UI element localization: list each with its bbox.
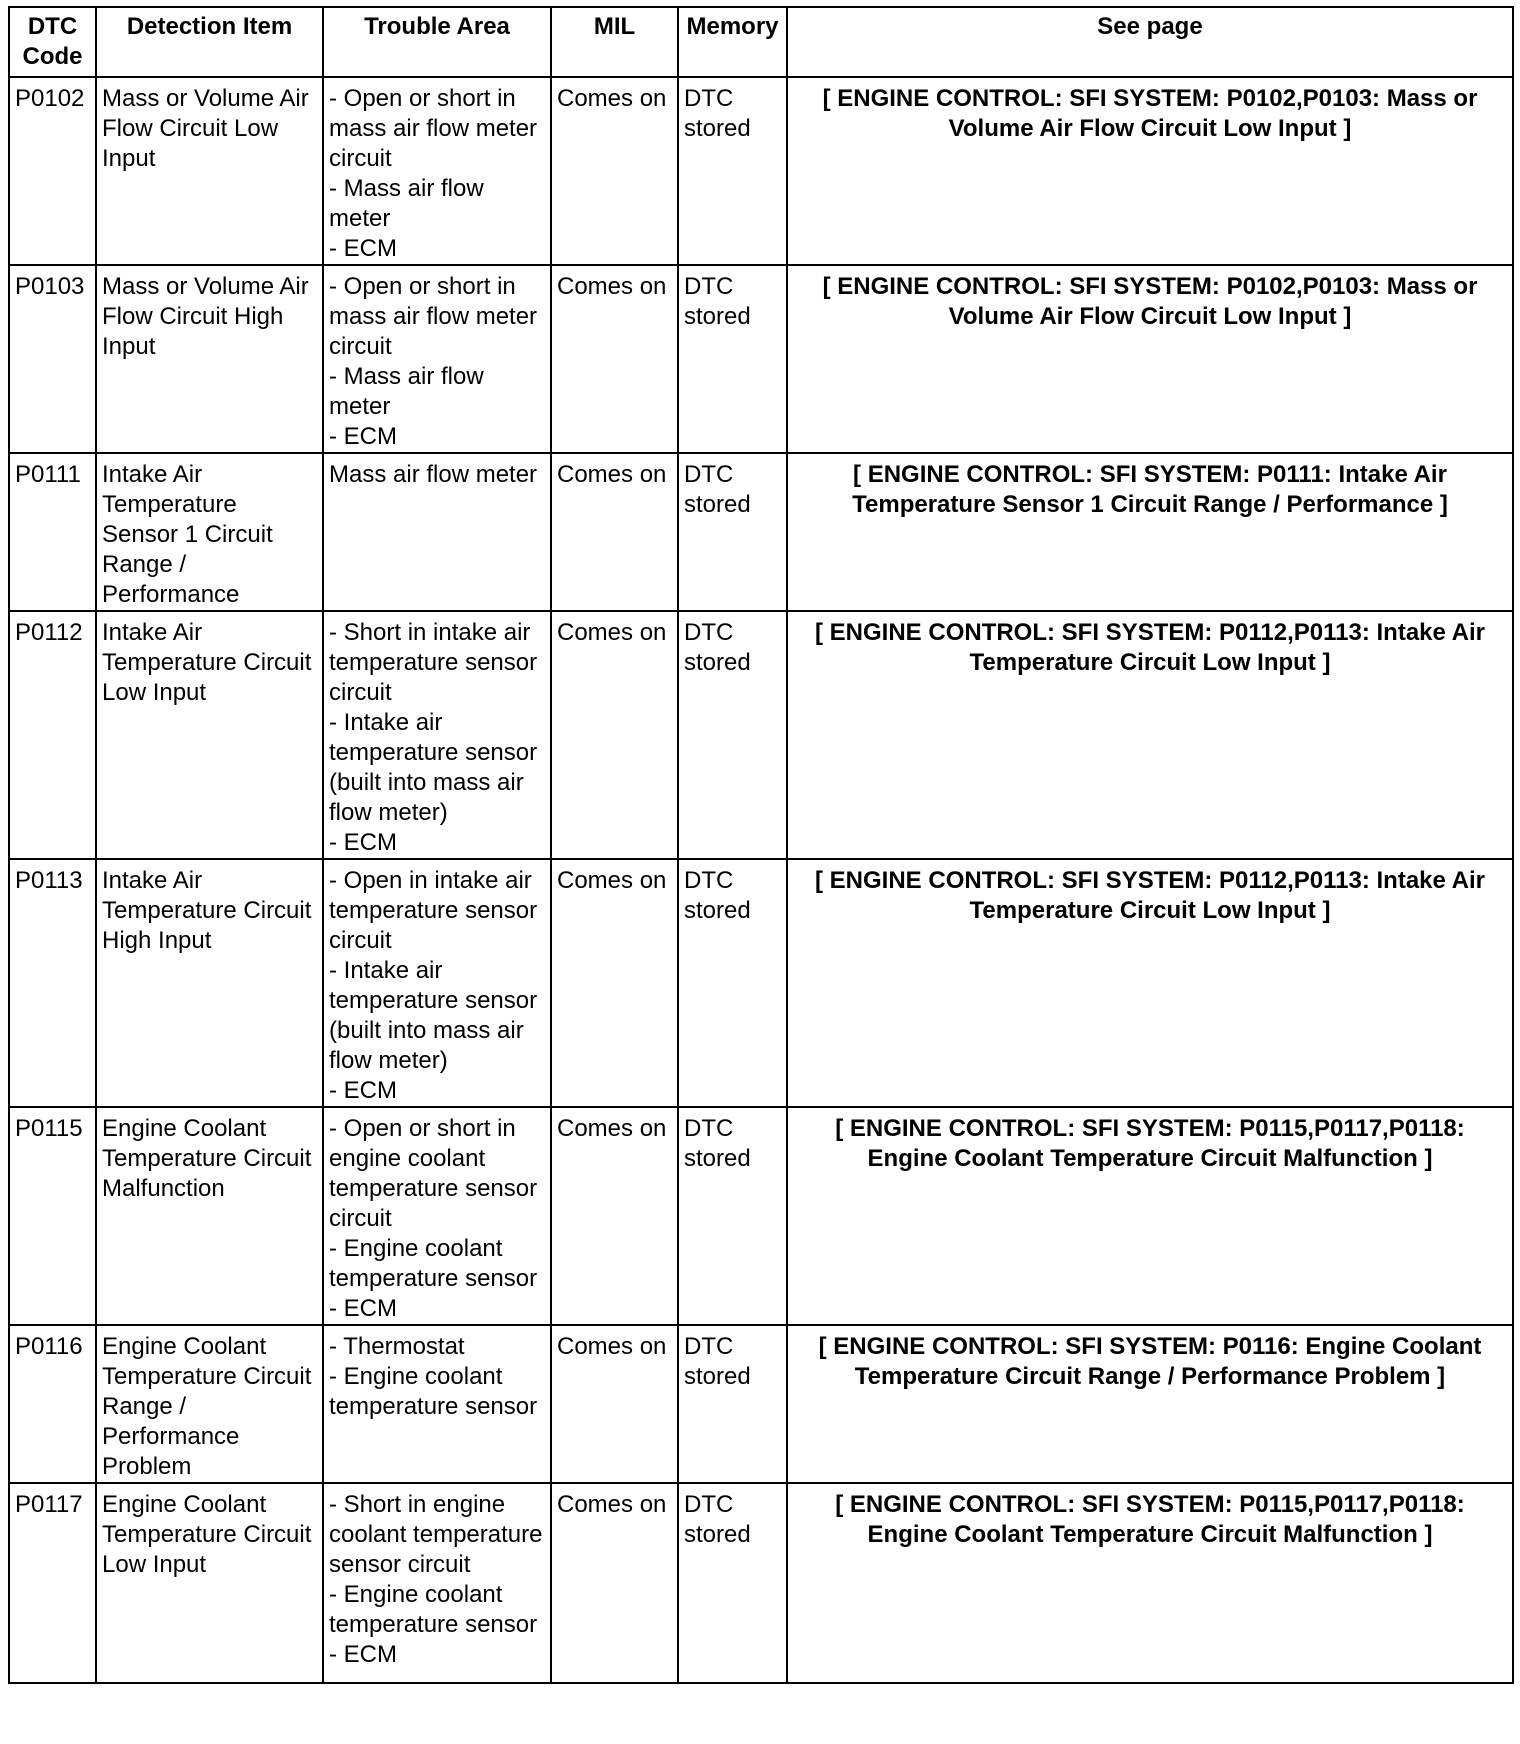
detection-item-cell: Mass or Volume Air Flow Circuit High Input: [96, 265, 323, 453]
trouble-area-line: Mass air flow meter: [329, 461, 538, 488]
see-page-link[interactable]: [ ENGINE CONTROL: SFI SYSTEM: P0102,P0103: Mass or Volume Air Flow Circuit Low Input ]: [787, 265, 1513, 453]
dtc-code-cell: P0115: [9, 1107, 96, 1325]
trouble-area-line: - ECM: [329, 423, 397, 450]
trouble-area-cell: [323, 265, 551, 453]
trouble-area-line: - Intake air temperature sensor (built into mass air flow meter): [329, 709, 538, 826]
see-page-link[interactable]: [ ENGINE CONTROL: SFI SYSTEM: P0116: Engine Coolant Temperature Circuit Range / Performance Problem ]: [787, 1325, 1513, 1483]
trouble-area-line: - Engine coolant temperature sensor: [329, 1363, 538, 1420]
dtc-code-cell: P0111: [9, 453, 96, 611]
header-row: [9, 7, 1513, 77]
table-row: [9, 1107, 1513, 1325]
mil-cell: Comes on: [551, 1483, 678, 1683]
trouble-area-cell: [323, 1325, 551, 1483]
detection-item-cell: Engine Coolant Temperature Circuit Low Input: [96, 1483, 323, 1683]
trouble-area-line: - Engine coolant temperature sensor: [329, 1581, 538, 1638]
header-mil: MIL: [551, 7, 678, 77]
see-page-link[interactable]: [ ENGINE CONTROL: SFI SYSTEM: P0115,P0117,P0118: Engine Coolant Temperature Circuit Malfunction ]: [787, 1483, 1513, 1683]
trouble-area-line: - Engine coolant temperature sensor: [329, 1235, 538, 1292]
detection-item-cell: Intake Air Temperature Circuit Low Input: [96, 611, 323, 859]
table-row: [9, 77, 1513, 265]
memory-cell: DTC stored: [678, 1107, 787, 1325]
detection-item-cell: Engine Coolant Temperature Circuit Malfunction: [96, 1107, 323, 1325]
memory-cell: DTC stored: [678, 453, 787, 611]
trouble-area-line: - Open or short in engine coolant temperature sensor circuit: [329, 1115, 538, 1232]
dtc-table: [8, 6, 1514, 1684]
trouble-area-cell: [323, 1483, 551, 1683]
trouble-area-cell: [323, 859, 551, 1107]
trouble-area-line: - Thermostat: [329, 1333, 465, 1360]
trouble-area-line: - ECM: [329, 829, 397, 856]
see-page-link[interactable]: [ ENGINE CONTROL: SFI SYSTEM: P0102,P0103: Mass or Volume Air Flow Circuit Low Input ]: [787, 77, 1513, 265]
detection-item-cell: Intake Air Temperature Sensor 1 Circuit Range / Performance: [96, 453, 323, 611]
table-row: [9, 265, 1513, 453]
mil-cell: Comes on: [551, 265, 678, 453]
trouble-area-line: - Short in engine coolant temperature sensor circuit: [329, 1491, 543, 1578]
trouble-area-cell: [323, 1107, 551, 1325]
dtc-code-cell: P0113: [9, 859, 96, 1107]
trouble-area-cell: [323, 453, 551, 611]
see-page-link[interactable]: [ ENGINE CONTROL: SFI SYSTEM: P0112,P0113: Intake Air Temperature Circuit Low Input ]: [787, 859, 1513, 1107]
detection-item-cell: Mass or Volume Air Flow Circuit Low Input: [96, 77, 323, 265]
mil-cell: Comes on: [551, 1325, 678, 1483]
mil-cell: Comes on: [551, 611, 678, 859]
header-trouble-area: Trouble Area: [323, 7, 551, 77]
trouble-area-line: - Open or short in mass air flow meter circuit: [329, 85, 538, 172]
trouble-area-line: - Open or short in mass air flow meter circuit: [329, 273, 538, 360]
table-row: [9, 1325, 1513, 1483]
dtc-code-cell: P0103: [9, 265, 96, 453]
table-row: [9, 611, 1513, 859]
table-row: [9, 453, 1513, 611]
dtc-code-cell: P0117: [9, 1483, 96, 1683]
see-page-link[interactable]: [ ENGINE CONTROL: SFI SYSTEM: P0115,P0117,P0118: Engine Coolant Temperature Circuit Malfunction ]: [787, 1107, 1513, 1325]
table-row: [9, 859, 1513, 1107]
memory-cell: DTC stored: [678, 1483, 787, 1683]
trouble-area-line: - Mass air flow meter: [329, 175, 484, 232]
memory-cell: DTC stored: [678, 611, 787, 859]
memory-cell: DTC stored: [678, 77, 787, 265]
header-detection-item: Detection Item: [96, 7, 323, 77]
detection-item-cell: Intake Air Temperature Circuit High Input: [96, 859, 323, 1107]
trouble-area-line: - ECM: [329, 1077, 397, 1104]
memory-cell: DTC stored: [678, 859, 787, 1107]
detection-item-cell: Engine Coolant Temperature Circuit Range / Performance Problem: [96, 1325, 323, 1483]
trouble-area-line: - Mass air flow meter: [329, 363, 484, 420]
table-row: [9, 1483, 1513, 1683]
memory-cell: DTC stored: [678, 1325, 787, 1483]
trouble-area-cell: [323, 77, 551, 265]
dtc-table-body: [9, 77, 1513, 1683]
header-memory: Memory: [678, 7, 787, 77]
trouble-area-line: - ECM: [329, 1295, 397, 1322]
trouble-area-line: - Open in intake air temperature sensor circuit: [329, 867, 538, 954]
mil-cell: Comes on: [551, 859, 678, 1107]
dtc-code-cell: P0112: [9, 611, 96, 859]
header-see-page: See page: [787, 7, 1513, 77]
see-page-link[interactable]: [ ENGINE CONTROL: SFI SYSTEM: P0111: Intake Air Temperature Sensor 1 Circuit Range / Performance ]: [787, 453, 1513, 611]
mil-cell: Comes on: [551, 77, 678, 265]
mil-cell: Comes on: [551, 453, 678, 611]
mil-cell: Comes on: [551, 1107, 678, 1325]
memory-cell: DTC stored: [678, 265, 787, 453]
dtc-code-cell: P0116: [9, 1325, 96, 1483]
trouble-area-line: - ECM: [329, 1641, 397, 1668]
trouble-area-line: - Intake air temperature sensor (built into mass air flow meter): [329, 957, 538, 1074]
see-page-link[interactable]: [ ENGINE CONTROL: SFI SYSTEM: P0112,P0113: Intake Air Temperature Circuit Low Input ]: [787, 611, 1513, 859]
trouble-area-cell: [323, 611, 551, 859]
dtc-code-cell: P0102: [9, 77, 96, 265]
header-dtc-code: DTC Code: [9, 7, 96, 77]
trouble-area-line: - Short in intake air temperature sensor circuit: [329, 619, 538, 706]
trouble-area-line: - ECM: [329, 235, 397, 262]
